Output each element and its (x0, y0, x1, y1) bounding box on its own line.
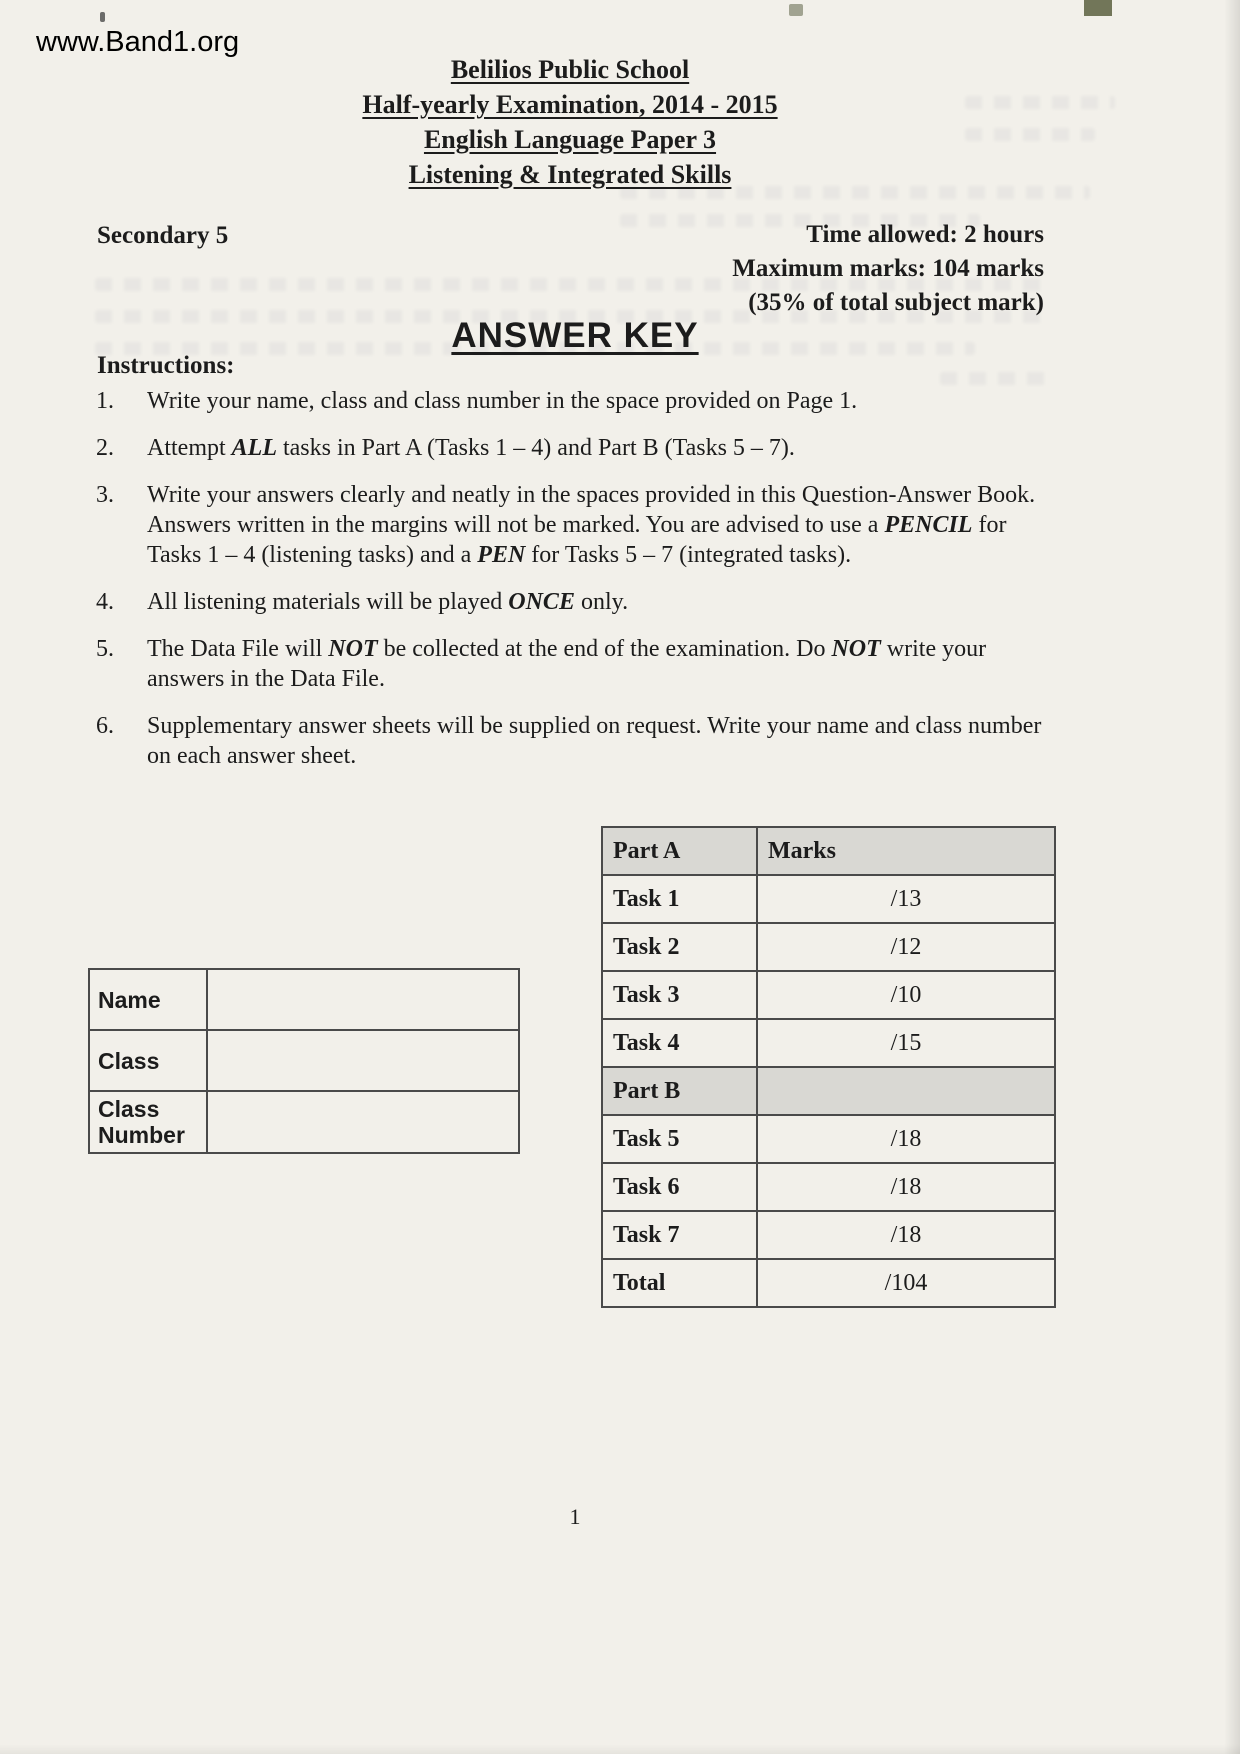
part-b-marks-cell (757, 1067, 1055, 1115)
table-row (89, 1030, 519, 1091)
scan-edge-shadow (1224, 0, 1240, 1754)
table-row (602, 923, 1055, 971)
instruction-number: 1. (96, 388, 114, 414)
scan-artifact (1084, 0, 1112, 16)
instruction-text: The Data File will (147, 636, 329, 662)
instruction-emphasis: NOT (831, 636, 881, 662)
table-row (602, 1163, 1055, 1211)
name-label: Name (89, 969, 207, 1030)
marks-header: Marks (757, 827, 1055, 875)
task-marks: /10 (757, 971, 1055, 1019)
instruction-text: tasks in Part A (Tasks 1 – 4) and Part B (Tasks 5 – 7). (276, 435, 795, 461)
table-row (602, 1211, 1055, 1259)
instruction-number: 4. (96, 589, 114, 615)
exam-meta (732, 218, 1044, 320)
answer-key-title-wrap (0, 316, 1150, 356)
instruction-item (90, 480, 1050, 570)
task-marks: /13 (757, 875, 1055, 923)
instruction-item (90, 634, 1050, 694)
table-row (89, 969, 519, 1030)
scan-artifact (100, 12, 105, 22)
task-marks: /18 (757, 1115, 1055, 1163)
instruction-item (90, 386, 1050, 416)
task-label: Task 7 (602, 1211, 757, 1259)
task-label: Task 3 (602, 971, 757, 1019)
instruction-number: 5. (96, 636, 114, 662)
instruction-number: 3. (96, 482, 114, 508)
table-row (602, 1019, 1055, 1067)
table-row (602, 875, 1055, 923)
instruction-text: be collected at the end of the examination. Do (377, 636, 832, 662)
part-b-header: Part B (602, 1067, 757, 1115)
task-label: Task 4 (602, 1019, 757, 1067)
skills-title: Listening & Integrated Skills (408, 160, 732, 189)
instruction-text: Write your name, class and class number in the space provided on Page 1. (147, 388, 858, 414)
task-label: Task 5 (602, 1115, 757, 1163)
class-number-input-cell (207, 1091, 519, 1153)
task-label: Task 2 (602, 923, 757, 971)
subject-mark-percentage: (35% of total subject mark) (748, 289, 1044, 316)
instruction-item (90, 711, 1050, 771)
part-b-section-row (602, 1067, 1055, 1115)
answer-key-title: ANSWER KEY (451, 316, 699, 355)
instruction-text: only. (574, 589, 629, 615)
table-row (602, 1115, 1055, 1163)
task-marks: /18 (757, 1211, 1055, 1259)
site-watermark: www.Band1.org (36, 26, 240, 58)
part-a-header: Part A (602, 827, 757, 875)
instruction-emphasis: NOT (328, 636, 378, 662)
paper-title: English Language Paper 3 (423, 125, 717, 154)
task-marks: /12 (757, 923, 1055, 971)
table-row (602, 971, 1055, 1019)
total-marks: /104 (757, 1259, 1055, 1307)
instruction-emphasis: ONCE (508, 589, 575, 615)
instruction-item (90, 587, 1050, 617)
time-allowed: Time allowed: 2 hours (806, 221, 1044, 248)
instruction-emphasis: ALL (231, 435, 277, 461)
scan-artifact (789, 4, 803, 16)
ghost-text-smudge (940, 372, 1050, 385)
task-label: Task 6 (602, 1163, 757, 1211)
student-info-table (88, 968, 520, 1154)
task-marks: /18 (757, 1163, 1055, 1211)
class-label: Class (89, 1030, 207, 1091)
task-label: Task 1 (602, 875, 757, 923)
class-input-cell (207, 1030, 519, 1091)
marks-table-header (602, 827, 1055, 875)
instruction-number: 2. (96, 435, 114, 461)
marks-table (601, 826, 1056, 1308)
exam-header (0, 52, 1140, 192)
total-label: Total (602, 1259, 757, 1307)
instruction-text: for Tasks 5 – 7 (integrated tasks). (525, 542, 852, 568)
instruction-emphasis: PEN (477, 542, 526, 568)
class-number-label: Class Number (89, 1091, 207, 1153)
task-marks: /15 (757, 1019, 1055, 1067)
instruction-text: write your answers in the Data File. (147, 636, 987, 692)
page-number: 1 (569, 1504, 581, 1529)
table-row (89, 1091, 519, 1153)
instruction-emphasis: PENCIL (884, 512, 973, 538)
instructions-list (90, 386, 1050, 788)
instruction-text: All listening materials will be played (147, 589, 509, 615)
instructions-heading: Instructions: (97, 352, 235, 379)
instruction-text: Attempt (147, 435, 232, 461)
scan-bottom-shadow (0, 1744, 1240, 1754)
instruction-text: Supplementary answer sheets will be supplied on request. Write your name and class number on each answer sheet. (147, 713, 1042, 769)
maximum-marks: Maximum marks: 104 marks (732, 255, 1044, 282)
name-input-cell (207, 969, 519, 1030)
instruction-number: 6. (96, 713, 114, 739)
instruction-item (90, 433, 1050, 463)
total-row (602, 1259, 1055, 1307)
instruction-text: Write your answers clearly and neatly in the spaces provided in this Question-Answer Book. Answers written in the margins will not be marked. You are advised to use a (147, 482, 1036, 538)
instruction-text: for Tasks 1 – 4 (listening tasks) and a (147, 512, 1007, 568)
exam-title: Half-yearly Examination, 2014 - 2015 (362, 90, 778, 119)
level-label: Secondary 5 (97, 222, 229, 249)
school-name: Belilios Public School (450, 55, 690, 84)
